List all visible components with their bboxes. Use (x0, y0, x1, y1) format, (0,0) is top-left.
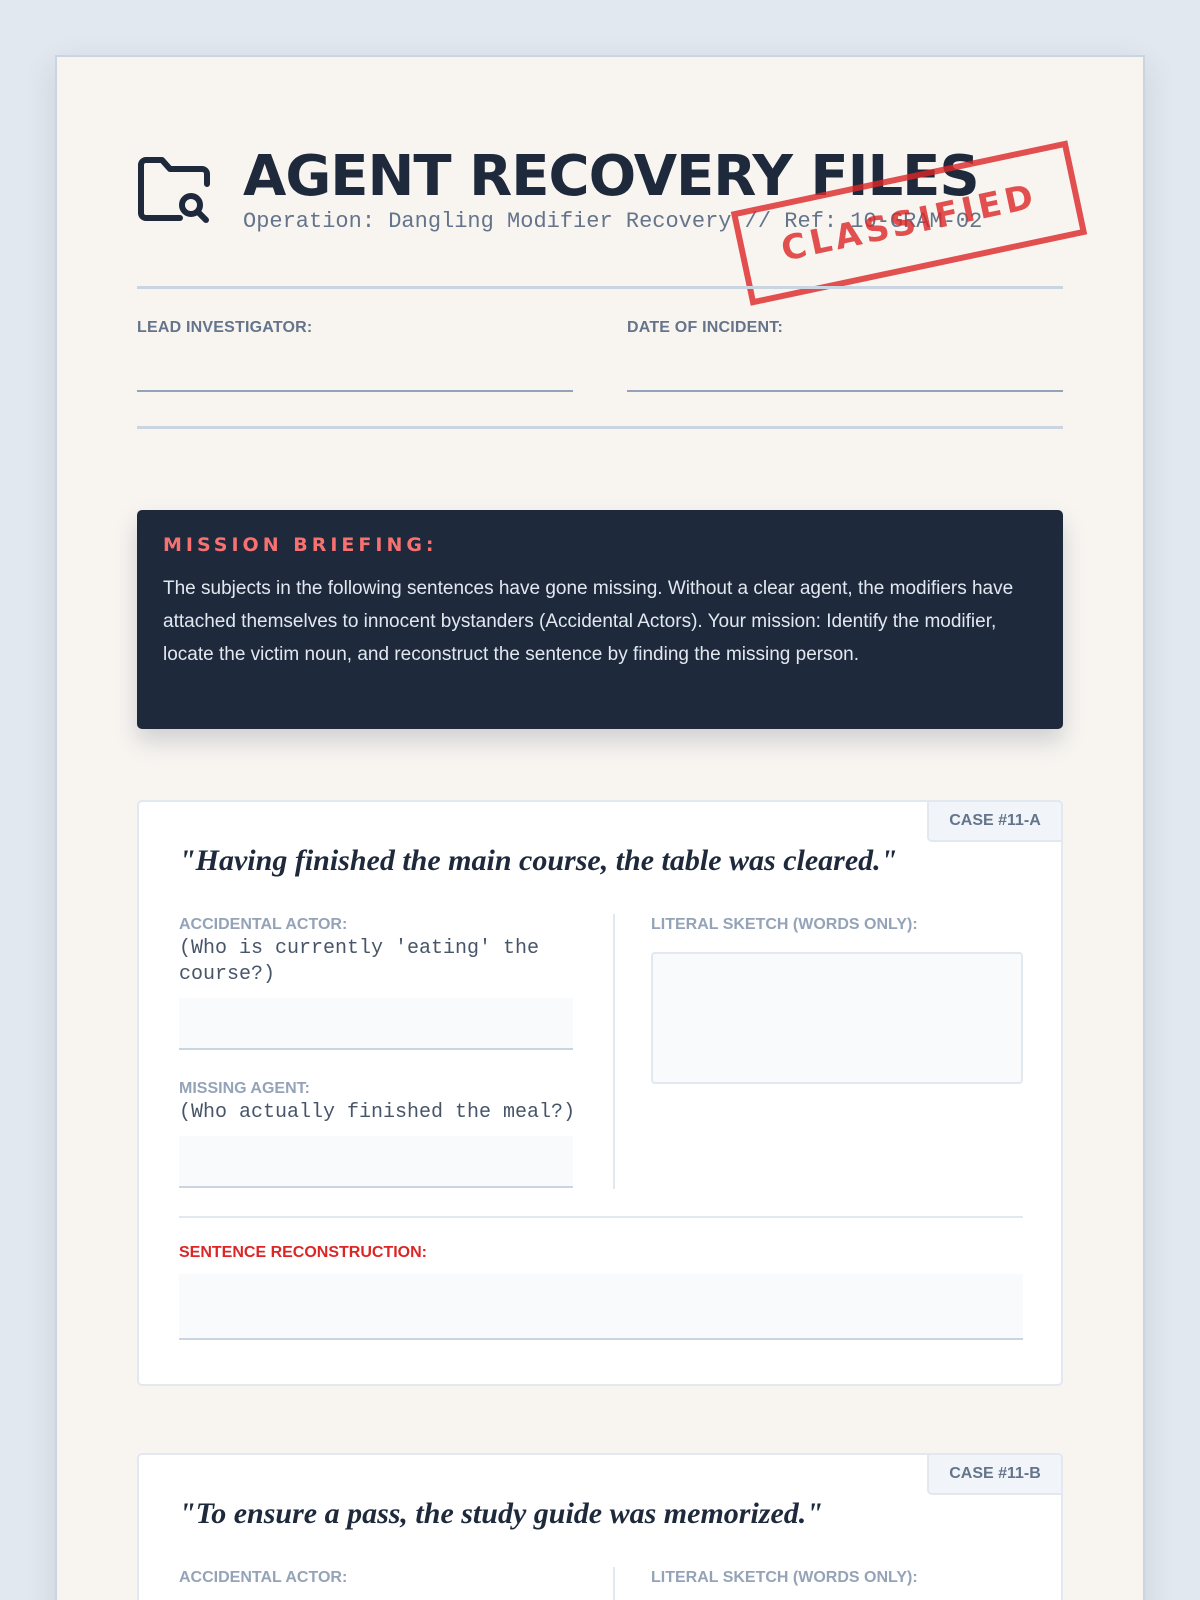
mission-briefing (137, 510, 1063, 729)
literal-sketch-label: LITERAL SKETCH (WORDS ONLY): (651, 1569, 918, 1586)
page-subtitle: Operation: Dangling Modifier Recovery // Ref: 10-GRAM-02 (243, 209, 983, 234)
classified-stamp: CLASSIFIED (731, 140, 1088, 305)
worksheet-page (55, 55, 1145, 1600)
accidental-actor-answer[interactable] (179, 998, 573, 1050)
sentence-reconstruction-answer[interactable] (179, 1274, 1023, 1340)
date-of-incident-field[interactable] (627, 390, 1063, 392)
sentence-reconstruction-label: SENTENCE RECONSTRUCTION: (179, 1244, 428, 1261)
briefing-title: MISSION BRIEFING: (163, 534, 438, 556)
header-divider (137, 286, 1063, 289)
case-id-tab: CASE #11-B (927, 1453, 1063, 1495)
lead-investigator-label: LEAD INVESTIGATOR: (137, 319, 313, 336)
missing-agent-hint: (Who actually finished the meal?) (179, 1101, 576, 1124)
missing-agent-answer[interactable] (179, 1136, 573, 1188)
lead-investigator-field[interactable] (137, 390, 573, 392)
missing-agent-label: MISSING AGENT: (179, 1080, 310, 1097)
accidental-actor-hint: (Who is currently 'eating' the course?) (179, 937, 540, 986)
header (137, 144, 1063, 270)
date-of-incident-label: DATE OF INCIDENT: (627, 319, 783, 336)
case-card (137, 800, 1063, 1386)
literal-sketch-box[interactable] (651, 952, 1023, 1084)
column-divider (613, 914, 615, 1189)
briefing-text: The subjects in the following sentences have gone missing. Without a clear agent, the modifiers have attached themselves to innocent bystanders (Accidental Actors). Your mission: Identify the modifier, locate the victim noun, and reconstruct the sentence by finding the missing person. (163, 578, 1014, 665)
folder-search-icon (137, 155, 213, 223)
accidental-actor-label: ACCIDENTAL ACTOR: (179, 1569, 348, 1586)
page-title: AGENT RECOVERY FILES (243, 144, 979, 209)
case-sentence: "Having finished the main course, the table was cleared." (179, 844, 898, 877)
case-card (137, 1453, 1063, 1600)
column-divider (613, 1567, 615, 1600)
accidental-actor-label: ACCIDENTAL ACTOR: (179, 916, 348, 933)
literal-sketch-label: LITERAL SKETCH (WORDS ONLY): (651, 916, 918, 933)
case-sentence: "To ensure a pass, the study guide was memorized." (179, 1497, 823, 1530)
fields-divider (137, 426, 1063, 429)
case-id-tab: CASE #11-A (927, 800, 1063, 842)
section-divider (179, 1216, 1023, 1218)
